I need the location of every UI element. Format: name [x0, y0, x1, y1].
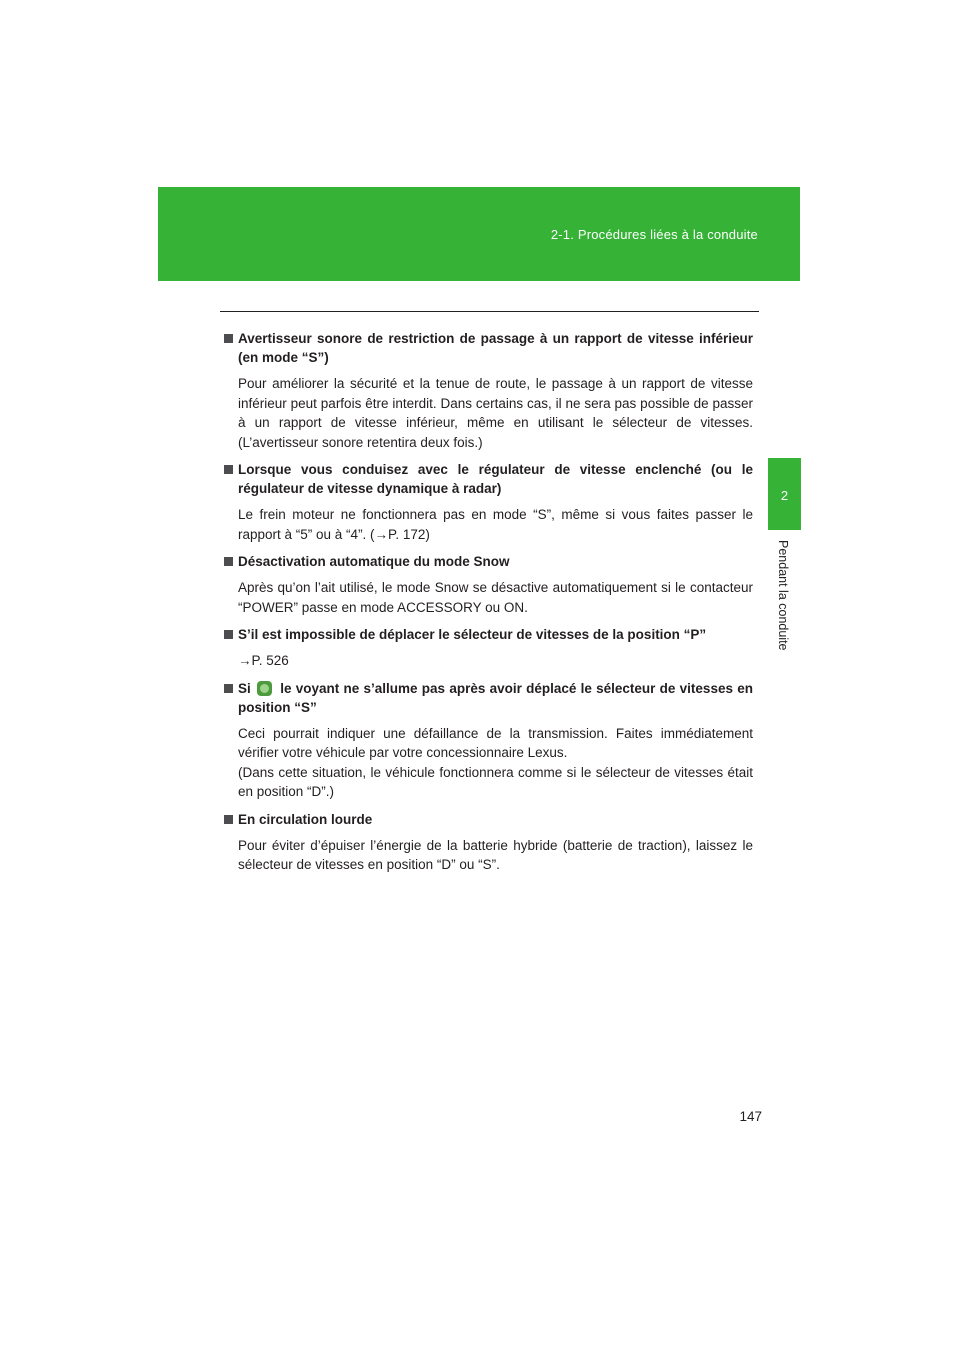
section-heading — [224, 460, 753, 498]
heading-text: En circulation lourde — [238, 811, 373, 827]
section-downshift-buzzer — [224, 329, 753, 452]
paragraph: Ceci pourrait indiquer une défaillance de la transmission. Faites immédiatement vérifier votre véhicule par votre concessionnaire Lexus. — [238, 725, 753, 760]
chapter-number: 2 — [780, 488, 789, 503]
section-indicator-s — [224, 679, 753, 802]
square-bullet-icon — [224, 815, 233, 824]
chapter-tab[interactable] — [768, 458, 801, 530]
square-bullet-icon — [224, 334, 233, 343]
section-heading — [224, 552, 753, 571]
section-body — [224, 505, 753, 544]
heading-text: Lorsque vous conduisez avec le régulateur de vitesse enclenché (ou le régulateur de vitesse dynamique à radar) — [238, 462, 753, 496]
heading-text: Désactivation automatique du mode Snow — [238, 554, 510, 569]
section-heading — [224, 679, 753, 717]
page-reference-link[interactable]: →P. 526 — [238, 653, 289, 668]
section-title: 2-1. Procédures liées à la conduite — [550, 227, 758, 242]
page-number: 147 — [739, 1109, 762, 1124]
header-band — [158, 187, 800, 281]
heading-text-after-icon: le voyant ne s’allume pas après avoir déplacé le sélecteur de vitesses en position “S” — [238, 680, 753, 715]
section-body — [224, 374, 753, 452]
heading-text: S’il est impossible de déplacer le sélecteur de vitesses de la position “P” — [238, 627, 707, 642]
main-content — [224, 329, 753, 883]
paragraph: (Dans cette situation, le véhicule fonctionnera comme si le sélecteur de vitesses était en position “D”.) — [238, 764, 753, 799]
paragraph: Après qu’on l’ait utilisé, le mode Snow se désactive automatiquement si le contacteur “POWER” passe en mode ACCESSORY ou ON. — [238, 580, 753, 615]
section-heading — [224, 810, 753, 829]
square-bullet-icon — [224, 557, 233, 566]
section-heavy-traffic — [224, 810, 753, 875]
square-bullet-icon — [224, 465, 233, 474]
chapter-label: Pendant la conduite — [776, 540, 790, 651]
chapter-label-container — [773, 540, 795, 670]
section-cruise-control — [224, 460, 753, 544]
paragraph: Pour améliorer la sécurité et la tenue de route, le passage à un rapport de vitesse inférieur peut parfois être interdit. Dans certains cas, il ne sera pas possible de passer à un rapport de vitesse inférieur, même en utilisant le sélecteur de vitesses. (L’avertisseur sonore retentira deux fois.) — [238, 376, 753, 450]
section-body — [224, 836, 753, 875]
section-snow-mode — [224, 552, 753, 617]
eco-indicator-icon — [257, 681, 272, 696]
square-bullet-icon — [224, 630, 233, 639]
header-rule — [220, 311, 759, 312]
paragraph: Le frein moteur ne fonctionnera pas en mode “S”, même si vous faites passer le rapport à “5” ou à “4”. (→P. 172) — [238, 507, 753, 542]
section-heading — [224, 625, 753, 644]
section-body — [224, 651, 753, 671]
section-body — [224, 578, 753, 617]
section-shift-from-p — [224, 625, 753, 671]
paragraph: Pour éviter d’épuiser l’énergie de la batterie hybride (batterie de traction), laissez le sélecteur de vitesses en position “D” ou “S”. — [238, 837, 753, 872]
square-bullet-icon — [224, 684, 233, 693]
section-body — [224, 724, 753, 802]
heading-text-before-icon: Si — [238, 680, 251, 696]
section-heading — [224, 329, 753, 367]
heading-text: Avertisseur sonore de restriction de passage à un rapport de vitesse inférieur (en mode “S”) — [238, 331, 753, 365]
